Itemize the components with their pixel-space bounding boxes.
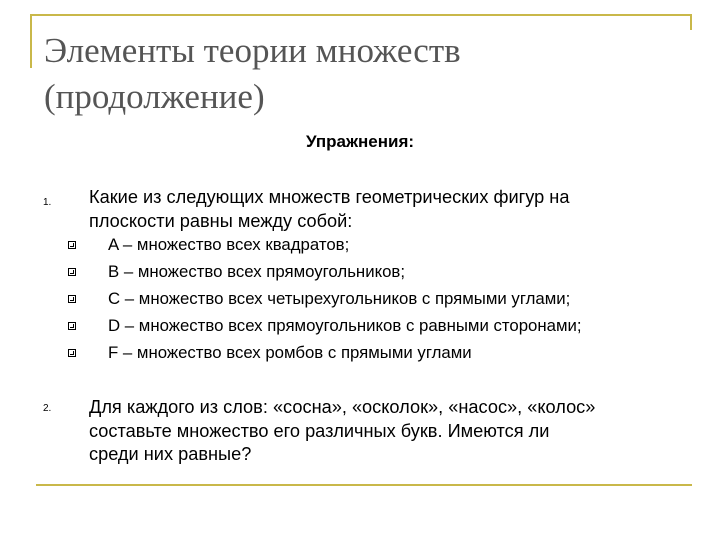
exercise-1-line-1: Какие из следующих множеств геометрических фигур на bbox=[89, 187, 570, 207]
exercise-2-text bbox=[89, 396, 689, 467]
bullet-icon bbox=[68, 322, 76, 330]
bullet-icon bbox=[68, 295, 76, 303]
exercise-2-line-3: среди них равные? bbox=[89, 444, 252, 464]
exercise-1-line-2: плоскости равны между собой: bbox=[89, 210, 353, 231]
exercise-1-text bbox=[89, 186, 689, 233]
bullet-icon bbox=[68, 349, 76, 357]
right-rule bbox=[690, 14, 692, 30]
set-item-f: F – множество всех ромбов с прямыми углами bbox=[108, 343, 472, 362]
bottom-rule bbox=[36, 484, 692, 486]
title-line-1: Элементы теории множеств bbox=[44, 31, 461, 70]
top-rule bbox=[30, 14, 690, 16]
exercise-2-line-1: Для каждого из слов: «сосна», «осколок», «насос», «колос» bbox=[89, 397, 596, 417]
title-line-2: (продолжение) bbox=[44, 77, 265, 116]
subtitle: Упражнения: bbox=[305, 132, 415, 151]
set-item-b: B – множество всех прямоугольников; bbox=[108, 262, 406, 281]
exercise-number-1: 1. bbox=[43, 197, 52, 208]
left-rule bbox=[30, 14, 32, 68]
set-item-c: C – множество всех четырехугольников с прямыми углами; bbox=[108, 289, 571, 308]
slide-title bbox=[44, 28, 684, 120]
bullet-icon bbox=[68, 241, 76, 249]
exercise-number-2: 2. bbox=[43, 403, 52, 414]
set-item-d: D – множество всех прямоугольников с равными сторонами; bbox=[108, 316, 582, 335]
set-item-a: A – множество всех квадратов; bbox=[108, 235, 350, 254]
exercise-2-line-2: составьте множество его различных букв. Имеются ли bbox=[89, 420, 550, 441]
bullet-icon bbox=[68, 268, 76, 276]
